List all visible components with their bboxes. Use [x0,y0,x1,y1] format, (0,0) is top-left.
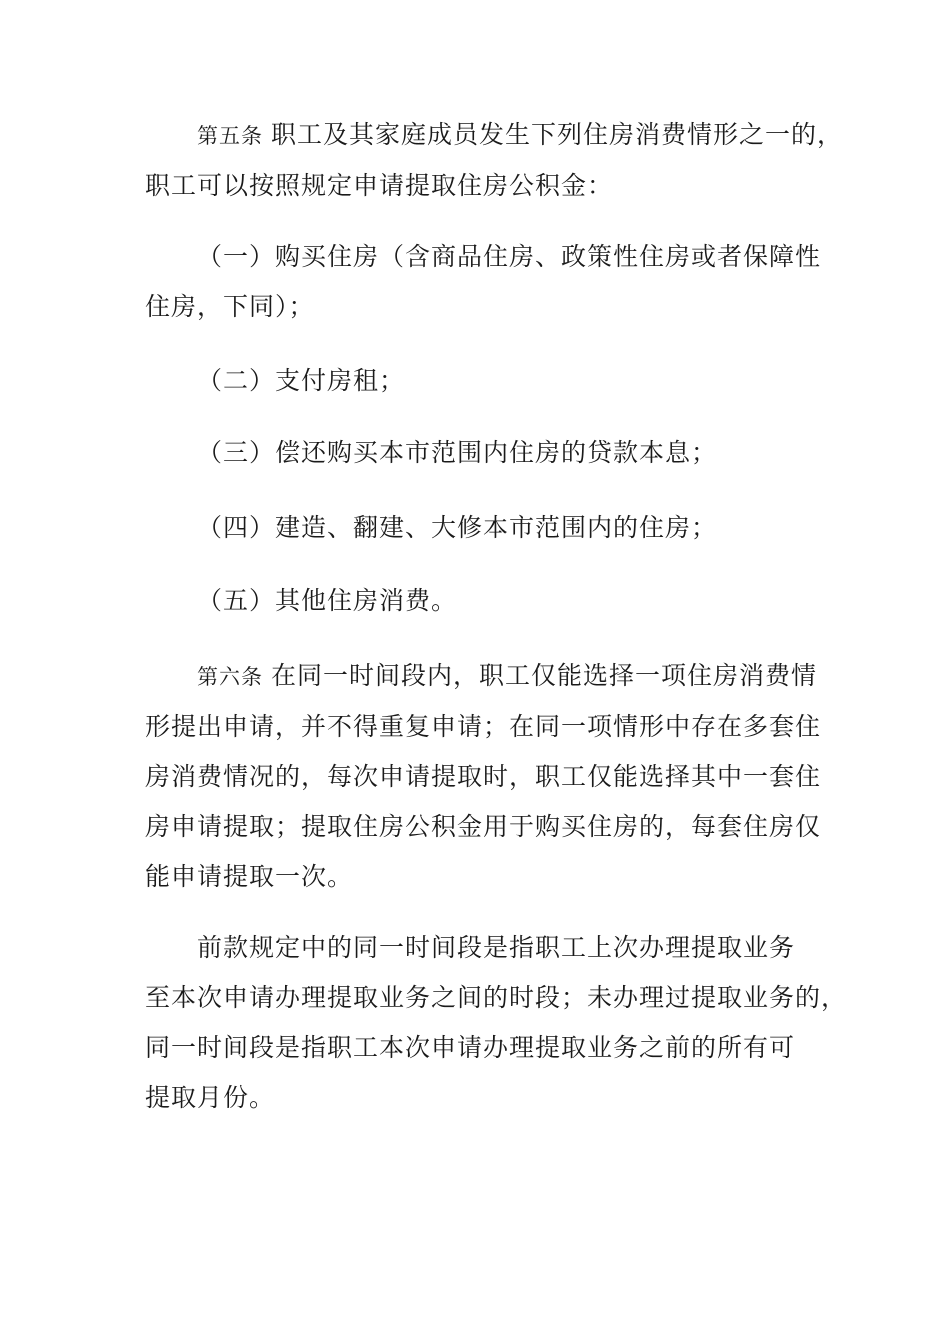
item-4-line-1: （四）建造、翻建、大修本市范围内的住房； [197,513,718,542]
article-6-line-4: 房申请提取；提取住房公积金用于购买住房的，每套住房仅 [145,812,822,841]
article-6-line-5: 能申请提取一次。 [145,862,354,891]
item-1-paragraph [145,232,825,332]
item-2-line-1: （二）支付房租； [197,366,406,395]
article-5-label: 第五条 [197,124,263,148]
article-6-paragraph [145,651,825,902]
article-5-line-2: 职工可以按照规定申请提取住房公积金： [145,171,614,200]
article-6-text-1: 在同一时间段内，职工仅能选择一项住房消费情 [271,661,818,690]
paragraph-3-line-4: 提取月份。 [145,1083,276,1112]
paragraph-3-line-3: 同一时间段是指职工本次申请办理提取业务之前的所有可 [145,1033,796,1062]
item-4-paragraph [145,503,825,553]
item-1-line-2: 住房，下同）； [145,292,315,321]
paragraph-3-line-1: 前款规定中的同一时间段是指职工上次办理提取业务 [197,933,796,962]
item-5-line-1: （五）其他住房消费。 [197,586,458,615]
article-5-line-1 [145,110,844,161]
item-2-paragraph [145,356,825,406]
article-6-line-1 [145,651,825,702]
paragraph-3 [145,923,848,1123]
article-6-label: 第六条 [197,665,263,689]
article-5-paragraph [145,110,844,211]
item-3-paragraph [145,428,825,478]
item-5-paragraph [145,576,825,626]
article-6-line-2: 形提出申请，并不得重复申请；在同一项情形中存在多套住 [145,712,822,741]
item-3-line-1: （三）偿还购买本市范围内住房的贷款本息； [197,438,718,467]
paragraph-3-line-2: 至本次申请办理提取业务之间的时段；未办理过提取业务的， [145,983,848,1012]
article-6-line-3: 房消费情况的，每次申请提取时，职工仅能选择其中一套住 [145,762,822,791]
item-1-line-1: （一）购买住房（含商品住房、政策性住房或者保障性 [197,242,822,271]
article-5-text-1: 职工及其家庭成员发生下列住房消费情形之一的， [271,120,844,149]
